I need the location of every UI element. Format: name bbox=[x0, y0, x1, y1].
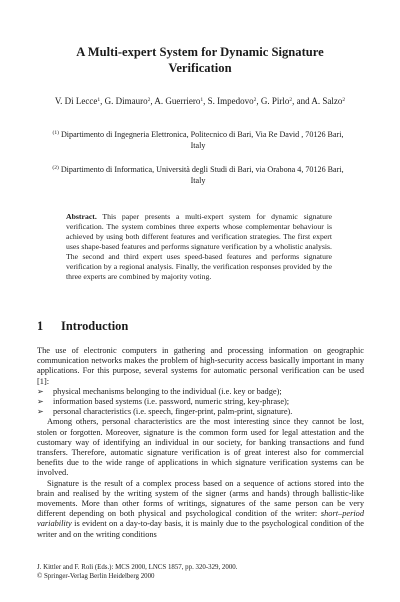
author-affiliation-mark: 2 bbox=[253, 97, 257, 103]
author-separator: , bbox=[100, 96, 105, 106]
affiliation-marker: (2) bbox=[52, 165, 59, 171]
author-affiliation-mark: 2 bbox=[289, 97, 293, 103]
abstract-text: This paper presents a multi-expert system for dynamic signature verification. The system combines three experts whose complementar behaviour is achieved by using both different features and verification strategies. The first expert uses shape-based features and performs signature verification by a wholistic analysis. The second and third expert uses speed-based features and performs signature verification by a regional analysis. Finally, the verification responses provided by the three experts are combined by majority voting. bbox=[66, 212, 332, 281]
author-list bbox=[20, 95, 380, 107]
author-name: V. Di Lecce bbox=[54, 96, 98, 106]
arrow-bullet-icon: ➢ bbox=[37, 397, 44, 407]
emphasis-term: short–period variability bbox=[37, 509, 364, 529]
footer-copyright: © Springer-Verlag Berlin Heidelberg 2000 bbox=[37, 573, 155, 580]
affiliation-marker: (1) bbox=[52, 130, 59, 136]
author-affiliation-mark: 1 bbox=[97, 97, 101, 103]
title-line-2: Verification bbox=[168, 61, 232, 75]
list-item bbox=[37, 407, 364, 417]
affiliation-text: Dipartimento di Ingegneria Elettronica, Politecnico di Bari, Via Re David , 70126 Bari, bbox=[60, 130, 344, 139]
affiliation-1 bbox=[52, 128, 344, 151]
author-affiliation-mark: 2 bbox=[342, 97, 346, 103]
paragraph-3-start: Signature is the result of a complex process based on a sequence of actions stored into the brain and realised by the writing system of the signer (arms and hands) through ballistic-like movements. More than other forms of writings, signatures of the same person can be very different depending on both physical and psychological condition of the writer: bbox=[37, 478, 364, 519]
body-text bbox=[37, 346, 364, 540]
arrow-bullet-icon: ➢ bbox=[37, 386, 44, 396]
author-separator: , bbox=[150, 96, 155, 106]
title-line-1: A Multi-expert System for Dynamic Signature bbox=[76, 45, 324, 59]
paper-title bbox=[40, 44, 360, 76]
paragraph-2: Among others, personal characteristics are the most interesting since they cannot be lost, stolen or forgotten. Moreover, signature is the common form used for legal attestation and the customary way of identifying an individual in our society, for banking transactions and fund transfers. Therefore, automatic signature verification is of great interest also for commercial benefits due to the wide range of applications in which signature verification systems can be involved. bbox=[37, 417, 364, 478]
list-item bbox=[37, 397, 364, 407]
section-number: 1 bbox=[37, 319, 44, 333]
affiliation-text: Dipartimento di Informatica, Università degli Studi di Bari, via Orabona 4, 70126 Bari, bbox=[60, 165, 344, 174]
author-name: A. Guerriero bbox=[154, 96, 201, 106]
section-heading bbox=[37, 319, 128, 333]
paragraph-3 bbox=[37, 479, 364, 540]
paragraph-1: The use of electronic computers in gathering and processing information on geographic communication networks makes the problem of high-security access basically important in many applications. For this purpose, several systems for automatic personal verification can be used [1]: bbox=[37, 346, 364, 386]
author-affiliation-mark: 2 bbox=[147, 97, 151, 103]
author-affiliation-mark: 1 bbox=[200, 97, 204, 103]
affiliation-country: Italy bbox=[190, 176, 206, 185]
abstract bbox=[66, 212, 332, 282]
list-item bbox=[37, 387, 364, 397]
paragraph-3-end: is evident on a day-to-day basis, it is mainly due to the psychological condition of the writer and on the writing conditions bbox=[37, 519, 364, 539]
author-name: S. Impedovo bbox=[207, 96, 254, 106]
affiliation-country: Italy bbox=[190, 141, 206, 150]
author-name: G. Pirlo bbox=[260, 96, 290, 106]
abstract-label: Abstract. bbox=[66, 212, 97, 221]
affiliation-2 bbox=[52, 163, 344, 186]
list-item-text: personal characteristics (i.e. speech, finger-print, palm-print, signature). bbox=[53, 407, 293, 417]
footer-citation: J. Kittler and F. Roli (Eds.): MCS 2000, LNCS 1857, pp. 320-329, 2000. bbox=[37, 564, 238, 571]
list-item-text: physical mechanisms belonging to the individual (i.e. key or badge); bbox=[53, 386, 282, 396]
author-separator: , bbox=[203, 96, 208, 106]
bullet-list bbox=[37, 387, 364, 418]
list-item-text: information based systems (i.e. password, numeric string, key-phrase); bbox=[53, 397, 290, 407]
author-separator: , and bbox=[292, 96, 312, 106]
arrow-bullet-icon: ➢ bbox=[37, 407, 44, 417]
author-name: A. Salzo bbox=[311, 96, 343, 106]
author-name: G. Dimauro bbox=[104, 96, 148, 106]
section-title: Introduction bbox=[61, 319, 129, 333]
author-separator: , bbox=[256, 96, 261, 106]
page-footer bbox=[37, 563, 237, 581]
